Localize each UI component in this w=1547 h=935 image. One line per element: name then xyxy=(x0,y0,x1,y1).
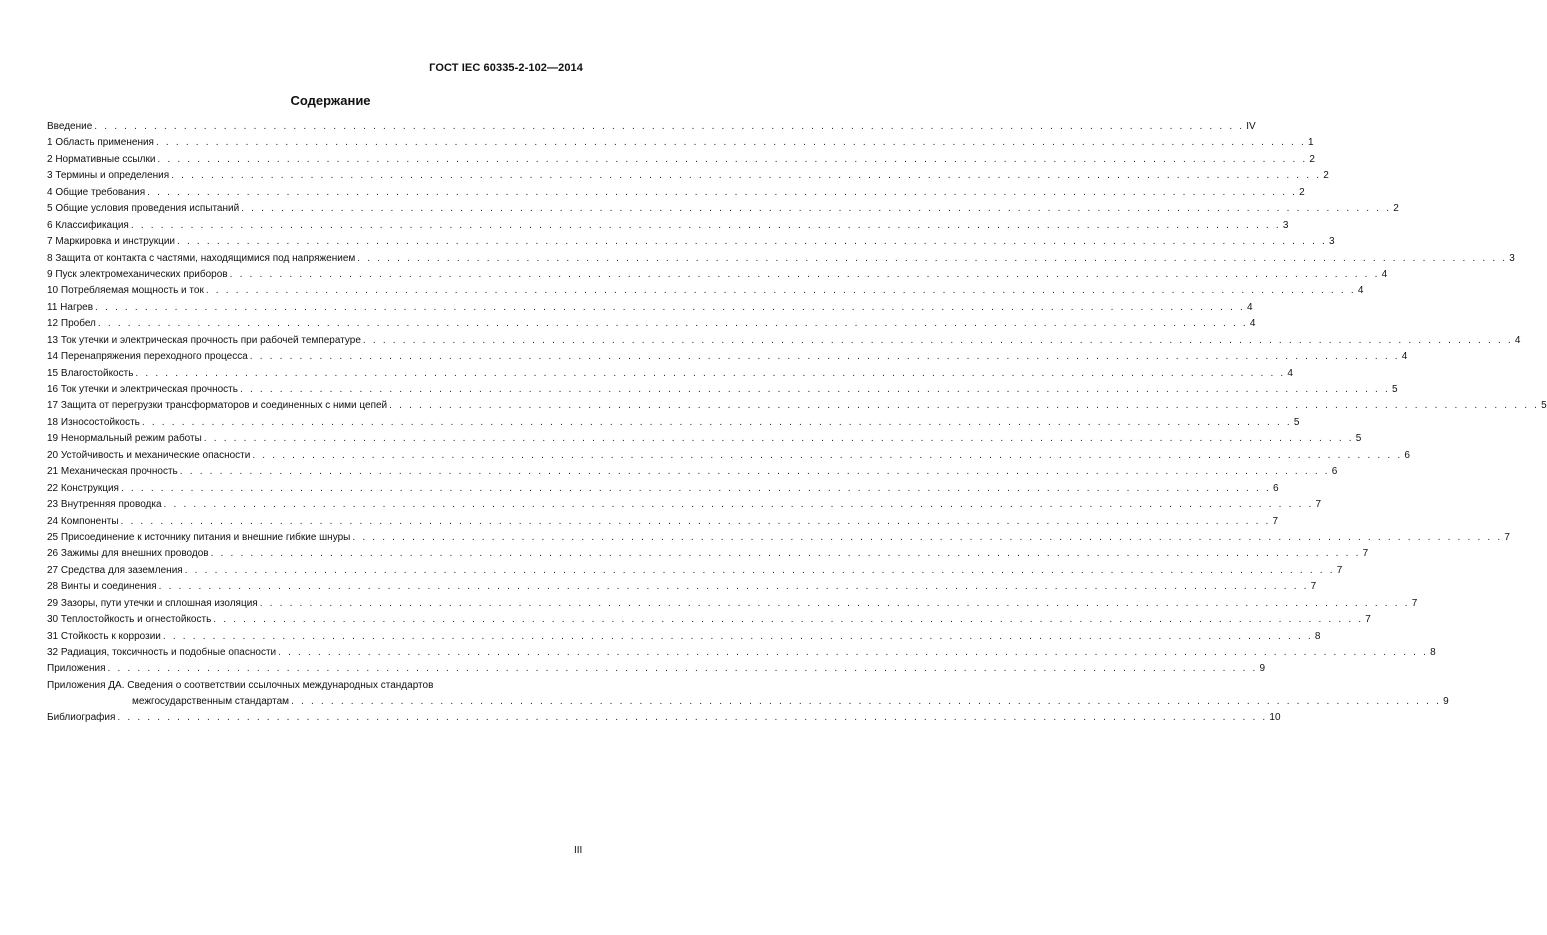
toc-entry xyxy=(47,251,1515,267)
toc-leader-dots: . . . . . . . . . . . . . . . . . . . . . . . . . . . . . . . . . . . . . . . . . . . . . . . . . . . . . . . . . . . . . . . . . . . . . . . . . . . . . . . . . . . . . . . . . . . . . . . . . . . . . . . . . . . . . . . . . . . . xyxy=(252,449,1403,461)
toc-entry xyxy=(47,185,1305,201)
toc-entry-title: 18 Износостойкость xyxy=(47,416,140,428)
toc-entry-title: 30 Теплостойкость и огнестойкость xyxy=(47,614,212,626)
toc-entry-title: межгосударственным стандартам xyxy=(132,695,290,707)
toc-entry-page: 4 xyxy=(1357,285,1364,297)
toc-entry-title: 16 Ток утечки и электрическая прочность xyxy=(47,384,238,395)
toc-entry xyxy=(47,283,1364,299)
toc-leader-dots: . . . . . . . . . . . . . . . . . . . . . . . . . . . . . . . . . . . . . . . . . . . . . . . . . . . . . . . . . . . . . . . . . . . . . . . . . . . . . . . . . . . . . . . . . . . . . . . . . . . . . . . . . . . . . . . . . . . . xyxy=(352,531,1503,543)
toc-entry-page: 3 xyxy=(1509,252,1515,264)
toc-leader-dots: . . . . . . . . . . . . . . . . . . . . . . . . . . . . . . . . . . . . . . . . . . . . . . . . . . . . . . . . . . . . . . . . . . . . . . . . . . . . . . . . . . . . . . . . . . . . . . . . . . . . . . . . . . . . . . . . . . . . xyxy=(205,285,1356,297)
toc-entry-page: 4 xyxy=(1287,367,1293,379)
toc-leader-dots: . . . . . . . . . . . . . . . . . . . . . . . . . . . . . . . . . . . . . . . . . . . . . . . . . . . . . . . . . . . . . . . . . . . . . . . . . . . . . . . . . . . . . . . . . . . . . . . . . . . . . . . . . . . . . . . . . . . . xyxy=(210,548,1361,560)
toc-leader-dots: . . . . . . . . . . . . . . . . . . . . . . . . . . . . . . . . . . . . . . . . . . . . . . . . . . . . . . . . . . . . . . . . . . . . . . . . . . . . . . . . . . . . . . . . . . . . . . . . . . . . . . . . . . . . . . . . . . . . xyxy=(179,466,1330,478)
toc-leader-dots: . . . . . . . . . . . . . . . . . . . . . . . . . . . . . . . . . . . . . . . . . . . . . . . . . . . . . . . . . . . . . . . . . . . . . . . . . . . . . . . . . . . . . . . . . . . . . . . . . . . . . . . . . . . . . . . . . . . . xyxy=(141,416,1292,428)
toc-entry-title: 3 Термины и определения xyxy=(47,170,170,182)
toc-entry-title: 17 Защита от перегрузки трансформаторов и соединенных с ними цепей xyxy=(47,400,388,412)
toc-entry-title: 15 Влагостойкость xyxy=(47,367,134,379)
toc-entry-page: 8 xyxy=(1314,630,1321,642)
toc-entry xyxy=(47,366,1293,382)
toc-entry-title: 2 Нормативные ссылки xyxy=(47,153,156,165)
toc-entry xyxy=(47,629,1321,645)
toc-leader-dots: . . . . . . . . . . . . . . . . . . . . . . . . . . . . . . . . . . . . . . . . . . . . . . . . . . . . . . . . . . . . . . . . . . . . . . . . . . . . . . . . . . . . . . . . . . . . . . . . . . . . . . . . . . . . . . . . . . . . xyxy=(157,153,1308,165)
toc-entry-page: 4 xyxy=(1401,351,1408,363)
toc-entry xyxy=(47,218,1289,234)
toc-leader-dots: . . . . . . . . . . . . . . . . . . . . . . . . . . . . . . . . . . . . . . . . . . . . . . . . . . . . . . . . . . . . . . . . . . . . . . . . . . . . . . . . . . . . . . . . . . . . . . . . . . . . . . . . . . . . . . . . . . . . xyxy=(155,137,1306,149)
toc-leader-dots: . . . . . . . . . . . . . . . . . . . . . . . . . . . . . . . . . . . . . . . . . . . . . . . . . . . . . . . . . . . . . . . . . . . . . . . . . . . . . . . . . . . . . . . . . . . . . . . . . . . . . . . . . . . . . . . . . . . . xyxy=(97,318,1248,330)
toc-entry-title: 8 Защита от контакта с частями, находящимися под напряжением xyxy=(47,252,356,264)
toc-leader-dots: . . . . . . . . . . . . . . . . . . . . . . . . . . . . . . . . . . . . . . . . . . . . . . . . . . . . . . . . . . . . . . . . . . . . . . . . . . . . . . . . . . . . . . . . . . . . . . . . . . . . . . . . . . . . . . . . . . . . xyxy=(389,400,1540,412)
toc-entry-title: 14 Перенапряжения переходного процесса xyxy=(47,351,248,363)
toc-entry-page: 10 xyxy=(1269,712,1281,724)
toc-leader-dots: . . . . . . . . . . . . . . . . . . . . . . . . . . . . . . . . . . . . . . . . . . . . . . . . . . . . . . . . . . . . . . . . . . . . . . . . . . . . . . . . . . . . . . . . . . . . . . . . . . . . . . . . . . . . . . . . . . . . xyxy=(117,712,1268,724)
toc-leader-dots: . . . . . . . . . . . . . . . . . . . . . . . . . . . . . . . . . . . . . . . . . . . . . . . . . . . . . . . . . . . . . . . . . . . . . . . . . . . . . . . . . . . . . . . . . . . . . . . . . . . . . . . . . . . . . . . . . . . . xyxy=(171,170,1322,182)
toc-entry xyxy=(47,201,1399,217)
toc-leader-dots: . . . . . . . . . . . . . . . . . . . . . . . . . . . . . . . . . . . . . . . . . . . . . . . . . . . . . . . . . . . . . . . . . . . . . . . . . . . . . . . . . . . . . . . . . . . . . . . . . . . . . . . . . . . . . . . . . . . . xyxy=(259,597,1410,609)
toc-entry-page: 8 xyxy=(1430,647,1436,658)
toc-leader-dots: . . . . . . . . . . . . . . . . . . . . . . . . . . . . . . . . . . . . . . . . . . . . . . . . . . . . . . . . . . . . . . . . . . . . . . . . . . . . . . . . . . . . . . . . . . . . . . . . . . . . . . . . . . . . . . . . . . . . xyxy=(162,630,1313,642)
toc-entry xyxy=(47,316,1256,332)
toc-entry xyxy=(47,530,1510,546)
toc-entry-page: 5 xyxy=(1541,400,1547,412)
toc-entry-title: 4 Общие требования xyxy=(47,186,146,198)
toc-entry-page: 2 xyxy=(1299,186,1305,198)
toc-entry-page: 3 xyxy=(1329,236,1335,248)
toc-entry-title: 19 Ненормальный режим работы xyxy=(47,433,202,445)
toc-leader-dots: . . . . . . . . . . . . . . . . . . . . . . . . . . . . . . . . . . . . . . . . . . . . . . . . . . . . . . . . . . . . . . . . . . . . . . . . . . . . . . . . . . . . . . . . . . . . . . . . . . . . . . . . . . . . . . . . . . . . xyxy=(241,203,1392,215)
toc-leader-dots: . . . . . . . . . . . . . . . . . . . . . . . . . . . . . . . . . . . . . . . . . . . . . . . . . . . . . . . . . . . . . . . . . . . . . . . . . . . . . . . . . . . . . . . . . . . . . . . . . . . . . . . . . . . . . . . . . . . . xyxy=(203,433,1354,445)
toc-entry-title: 32 Радиация, токсичность и подобные опасности xyxy=(47,647,277,658)
toc-entry-page: IV xyxy=(1246,121,1256,132)
toc-entry xyxy=(47,710,1281,726)
toc-leader-dots: . . . . . . . . . . . . . . . . . . . . . . . . . . . . . . . . . . . . . . . . . . . . . . . . . . . . . . . . . . . . . . . . . . . . . . . . . . . . . . . . . . . . . . . . . . . . . . . . . . . . . . . . . . . . . . . . . . . . xyxy=(120,482,1271,494)
toc-entry-title: Приложения xyxy=(47,663,106,675)
toc-entry-title: 6 Классификация xyxy=(47,219,129,231)
toc-entry-title: 13 Ток утечки и электрическая прочность при рабочей температуре xyxy=(47,334,361,346)
standard-designation: ГОСТ IEC 60335-2-102—2014 xyxy=(429,62,583,74)
toc-entry xyxy=(47,481,1279,497)
toc-entry xyxy=(47,546,1369,562)
toc-leader-dots: . . . . . . . . . . . . . . . . . . . . . . . . . . . . . . . . . . . . . . . . . . . . . . . . . . . . . . . . . . . . . . . . . . . . . . . . . . . . . . . . . . . . . . . . . . . . . . . . . . . . . . . . . . . . . . . . . . . . xyxy=(135,367,1286,379)
toc-leader-dots: . . . . . . . . . . . . . . . . . . . . . . . . . . . . . . . . . . . . . . . . . . . . . . . . . . . . . . . . . . . . . . . . . . . . . . . . . . . . . . . . . . . . . . . . . . . . . . . . . . . . . . . . . . . . . . . . . . . . xyxy=(163,499,1314,511)
toc-leader-dots: . . . . . . . . . . . . . . . . . . . . . . . . . . . . . . . . . . . . . . . . . . . . . . . . . . . . . . . . . . . . . . . . . . . . . . . . . . . . . . . . . . . . . . . . . . . . . . . . . . . . . . . . . . . . . . . . . . . . xyxy=(249,351,1400,363)
toc-entry xyxy=(47,349,1408,365)
toc-leader-dots: . . . . . . . . . . . . . . . . . . . . . . . . . . . . . . . . . . . . . . . . . . . . . . . . . . . . . . . . . . . . . . . . . . . . . . . . . . . . . . . . . . . . . . . . . . . . . . . . . . . . . . . . . . . . . . . . . . . . xyxy=(95,301,1246,313)
toc-entry-title: 23 Внутренняя проводка xyxy=(47,499,162,511)
toc-entry xyxy=(47,497,1322,513)
toc-entry xyxy=(47,152,1315,168)
toc-entry xyxy=(47,448,1410,464)
toc-entry xyxy=(47,234,1335,250)
toc-entry xyxy=(47,431,1362,447)
toc-leader-dots: . . . . . . . . . . . . . . . . . . . . . . . . . . . . . . . . . . . . . . . . . . . . . . . . . . . . . . . . . . . . . . . . . . . . . . . . . . . . . . . . . . . . . . . . . . . . . . . . . . . . . . . . . . . . . . . . . . . . xyxy=(278,647,1429,658)
toc-entry-title: Библиография xyxy=(47,712,116,724)
toc-leader-dots: . . . . . . . . . . . . . . . . . . . . . . . . . . . . . . . . . . . . . . . . . . . . . . . . . . . . . . . . . . . . . . . . . . . . . . . . . . . . . . . . . . . . . . . . . . . . . . . . . . . . . . . . . . . . . . . . . . . . xyxy=(184,564,1335,576)
toc-entry-title: 28 Винты и соединения xyxy=(47,581,157,593)
toc-entry-title: Введение xyxy=(47,121,93,132)
toc-entry-page: 4 xyxy=(1249,318,1256,330)
toc-entry-title: 26 Зажимы для внешних проводов xyxy=(47,548,209,560)
toc-entry-page: 5 xyxy=(1355,433,1362,445)
toc-entry-page: 2 xyxy=(1309,153,1315,165)
toc-entry-page: 7 xyxy=(1336,564,1343,576)
toc-leader-dots: . . . . . . . . . . . . . . . . . . . . . . . . . . . . . . . . . . . . . . . . . . . . . . . . . . . . . . . . . . . . . . . . . . . . . . . . . . . . . . . . . . . . . . . . . . . . . . . . . . . . . . . . . . . . . . . . . . . . xyxy=(239,384,1390,395)
toc-leader-dots: . . . . . . . . . . . . . . . . . . . . . . . . . . . . . . . . . . . . . . . . . . . . . . . . . . . . . . . . . . . . . . . . . . . . . . . . . . . . . . . . . . . . . . . . . . . . . . . . . . . . . . . . . . . . . . . . . . . . xyxy=(357,252,1508,264)
toc-entry-page: 4 xyxy=(1381,268,1388,280)
toc-entry xyxy=(47,694,1449,710)
toc-entry xyxy=(47,168,1329,184)
toc-entry xyxy=(47,514,1279,530)
toc-entry-page: 3 xyxy=(1282,219,1289,231)
toc-entry-title: 21 Механическая прочность xyxy=(47,466,178,478)
toc-entry-page: 4 xyxy=(1247,301,1253,313)
toc-entry-title: 10 Потребляемая мощность и ток xyxy=(47,285,204,297)
toc-entry-page: 6 xyxy=(1272,482,1279,494)
toc-entry-title: 9 Пуск электромеханических приборов xyxy=(47,268,228,280)
toc-entry-page: 7 xyxy=(1315,499,1322,511)
toc-entry-title: Приложения ДА. Сведения о соответствии ссылочных международных стандартов xyxy=(47,679,434,691)
page-number: III xyxy=(574,845,583,856)
toc-entry-page: 2 xyxy=(1323,170,1329,182)
toc-entry xyxy=(47,135,1314,151)
toc-entry-page: 7 xyxy=(1411,597,1418,609)
toc-entry-page: 6 xyxy=(1331,466,1338,478)
toc-entry xyxy=(47,563,1343,579)
toc-title: Содержание xyxy=(290,93,371,108)
toc-entry-title: 24 Компоненты xyxy=(47,515,119,527)
toc-entry xyxy=(47,382,1398,398)
toc-entry-page: 9 xyxy=(1259,663,1266,675)
toc-leader-dots: . . . . . . . . . . . . . . . . . . . . . . . . . . . . . . . . . . . . . . . . . . . . . . . . . . . . . . . . . . . . . . . . . . . . . . . . . . . . . . . . . . . . . . . . . . . . . . . . . . . . . . . . . . . . . . . . . . . . xyxy=(107,663,1258,675)
toc-entry xyxy=(47,300,1253,316)
table-of-contents xyxy=(47,119,1547,727)
toc-entry-page: 4 xyxy=(1514,334,1521,346)
toc-entry xyxy=(47,645,1436,661)
toc-entry xyxy=(47,415,1300,431)
toc-leader-dots: . . . . . . . . . . . . . . . . . . . . . . . . . . . . . . . . . . . . . . . . . . . . . . . . . . . . . . . . . . . . . . . . . . . . . . . . . . . . . . . . . . . . . . . . . . . . . . . . . . . . . . . . . . . . . . . . . . . . xyxy=(229,268,1380,280)
toc-entry-page: 5 xyxy=(1391,384,1398,395)
toc-leader-dots: . . . . . . . . . . . . . . . . . . . . . . . . . . . . . . . . . . . . . . . . . . . . . . . . . . . . . . . . . . . . . . . . . . . . . . . . . . . . . . . . . . . . . . . . . . . . . . . . . . . . . . . . . . . . . . . . . . . . xyxy=(158,581,1309,593)
toc-entry xyxy=(47,333,1521,349)
toc-entry-annex-da xyxy=(47,678,1449,710)
toc-entry xyxy=(47,398,1547,414)
toc-entry-title: 5 Общие условия проведения испытаний xyxy=(47,203,240,215)
toc-leader-dots: . . . . . . . . . . . . . . . . . . . . . . . . . . . . . . . . . . . . . . . . . . . . . . . . . . . . . . . . . . . . . . . . . . . . . . . . . . . . . . . . . . . . . . . . . . . . . . . . . . . . . . . . . . . . . . . . . . . . xyxy=(362,334,1513,346)
toc-entry xyxy=(47,661,1266,677)
toc-entry xyxy=(47,464,1338,480)
toc-entry xyxy=(47,119,1256,135)
toc-entry-page: 6 xyxy=(1404,449,1410,461)
toc-entry-page: 7 xyxy=(1272,515,1279,527)
toc-leader-dots: . . . . . . . . . . . . . . . . . . . . . . . . . . . . . . . . . . . . . . . . . . . . . . . . . . . . . . . . . . . . . . . . . . . . . . . . . . . . . . . . . . . . . . . . . . . . . . . . . . . . . . . . . . . . . . . . . . . . xyxy=(177,236,1328,248)
toc-entry-title: 12 Пробел xyxy=(47,318,96,330)
toc-entry xyxy=(47,579,1317,595)
toc-entry-page: 9 xyxy=(1443,695,1449,707)
toc-entry-title: 22 Конструкция xyxy=(47,482,119,494)
toc-entry xyxy=(47,612,1371,628)
toc-entry-title: 7 Маркировка и инструкции xyxy=(47,236,176,248)
toc-entry-page: 1 xyxy=(1307,137,1314,149)
toc-leader-dots: . . . . . . . . . . . . . . . . . . . . . . . . . . . . . . . . . . . . . . . . . . . . . . . . . . . . . . . . . . . . . . . . . . . . . . . . . . . . . . . . . . . . . . . . . . . . . . . . . . . . . . . . . . . . . . . . . . . . xyxy=(213,614,1364,626)
toc-entry-page: 7 xyxy=(1365,614,1371,626)
toc-entry-page: 7 xyxy=(1310,581,1317,593)
toc-entry-title: 31 Стойкость к коррозии xyxy=(47,630,161,642)
toc-entry-page: 5 xyxy=(1293,416,1300,428)
toc-entry-title: 29 Зазоры, пути утечки и сплошная изоляция xyxy=(47,597,258,609)
toc-entry-title: 20 Устойчивость и механические опасности xyxy=(47,449,251,461)
toc-leader-dots: . . . . . . . . . . . . . . . . . . . . . . . . . . . . . . . . . . . . . . . . . . . . . . . . . . . . . . . . . . . . . . . . . . . . . . . . . . . . . . . . . . . . . . . . . . . . . . . . . . . . . . . . . . . . . . . . . . . . xyxy=(120,515,1271,527)
toc-entry-title: 11 Нагрев xyxy=(47,301,94,313)
toc-entry-title: 27 Средства для заземления xyxy=(47,564,183,576)
toc-leader-dots: . . . . . . . . . . . . . . . . . . . . . . . . . . . . . . . . . . . . . . . . . . . . . . . . . . . . . . . . . . . . . . . . . . . . . . . . . . . . . . . . . . . . . . . . . . . . . . . . . . . . . . . . . . . . . . . . . . . . xyxy=(130,219,1281,231)
toc-leader-dots: . . . . . . . . . . . . . . . . . . . . . . . . . . . . . . . . . . . . . . . . . . . . . . . . . . . . . . . . . . . . . . . . . . . . . . . . . . . . . . . . . . . . . . . . . . . . . . . . . . . . . . . . . . . . . . . . . . . . xyxy=(291,695,1442,707)
toc-entry-page: 7 xyxy=(1362,548,1369,560)
toc-leader-dots: . . . . . . . . . . . . . . . . . . . . . . . . . . . . . . . . . . . . . . . . . . . . . . . . . . . . . . . . . . . . . . . . . . . . . . . . . . . . . . . . . . . . . . . . . . . . . . . . . . . . . . . . . . . . . . . . . . . . xyxy=(147,186,1298,198)
toc-entry-page: 7 xyxy=(1504,531,1510,543)
toc-leader-dots: . . . . . . . . . . . . . . . . . . . . . . . . . . . . . . . . . . . . . . . . . . . . . . . . . . . . . . . . . . . . . . . . . . . . . . . . . . . . . . . . . . . . . . . . . . . . . . . . . . . . . . . . . . . . . . . . . . . . xyxy=(94,121,1245,132)
toc-entry-page: 2 xyxy=(1393,203,1399,215)
toc-entry-title: 1 Область применения xyxy=(47,137,154,149)
toc-entry-title: 25 Присоединение к источнику питания и внешние гибкие шнуры xyxy=(47,531,351,543)
toc-entry xyxy=(47,267,1388,283)
toc-entry xyxy=(47,596,1418,612)
